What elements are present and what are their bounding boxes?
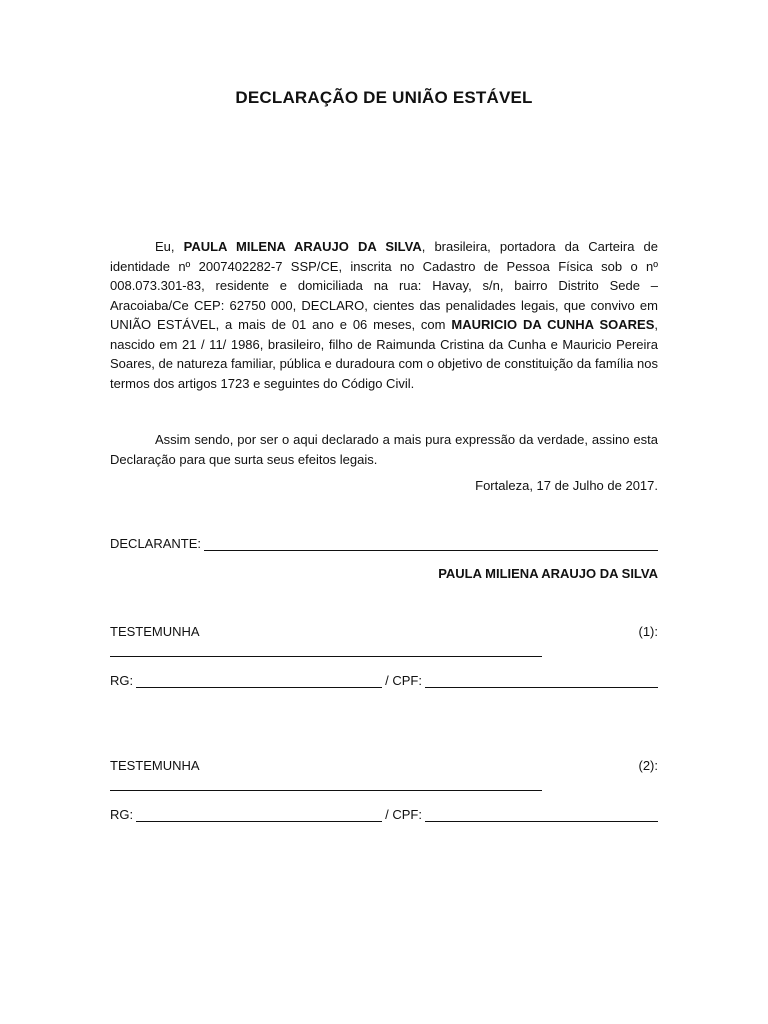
witness-2-label-row — [110, 758, 658, 773]
witness-2-cpf-label: / CPF: — [385, 807, 422, 822]
witness-1-cpf-line[interactable] — [425, 674, 658, 688]
witness-1-signature-line[interactable] — [110, 656, 542, 657]
witness-1-rg-line[interactable] — [136, 674, 382, 688]
witness-2-rg-label: RG: — [110, 807, 134, 822]
date-line: Fortaleza, 17 de Julho de 2017. — [475, 478, 658, 493]
closing-paragraph — [110, 430, 658, 469]
witness-2-number: (2): — [638, 758, 658, 773]
witness-2-label: TESTEMUNHA — [110, 758, 200, 773]
declarant-label: DECLARANTE: — [110, 536, 202, 551]
witness-2-signature-line[interactable] — [110, 790, 542, 791]
witness-1-label-row — [110, 624, 658, 639]
witness-1-label: TESTEMUNHA — [110, 624, 200, 639]
witness-2-id-row — [110, 807, 658, 822]
witness-2-cpf-line[interactable] — [425, 808, 658, 822]
para1-text-1: Eu, — [155, 239, 184, 254]
declarant-signature-row — [110, 536, 658, 551]
page-title: DECLARAÇÃO DE UNIÃO ESTÁVEL — [235, 88, 533, 107]
witness-1-id-row — [110, 673, 658, 688]
declarant-signature-line[interactable] — [204, 537, 658, 551]
witness-1-number: (1): — [638, 624, 658, 639]
partner-name-inline: MAURICIO DA CUNHA SOARES — [451, 317, 655, 332]
witness-1-cpf-label: / CPF: — [385, 673, 422, 688]
declarant-name-inline: PAULA MILENA ARAUJO DA SILVA — [183, 239, 422, 254]
closing-text: Assim sendo, por ser o aqui declarado a mais pura expressão da verdade, assino esta Declaração para que surta seus efeitos legais. — [110, 432, 658, 467]
para1-text-3: , nascido em 21 / 11/ 1986, brasileiro, filho de Raimunda Cristina da Cunha e Mauricio Pereira Soares, de natureza familiar, pública e duradoura com o objetivo de constituição da família nos termos dos artigos 1723 e seguintes do Código Civil. — [110, 317, 658, 391]
witness-1-rg-label: RG: — [110, 673, 134, 688]
declarant-name: PAULA MILIENA ARAUJO DA SILVA — [438, 566, 658, 581]
declaration-paragraph — [110, 237, 658, 393]
witness-2-rg-line[interactable] — [136, 808, 382, 822]
para1-text-2: , brasileira, portadora da Carteira de identidade nº 2007402282-7 SSP/CE, inscrita no Cadastro de Pessoa Física sob o nº 008.073.301-83, residente e domiciliada na rua: Havay, s/n, bairro Distrito Sede – Aracoiaba/Ce CEP: 62750 000, DECLARO, cientes das penalidades legais, que convivo em UNIÃO ESTÁVEL, a mais de 01 ano e 06 meses, com — [110, 239, 658, 332]
